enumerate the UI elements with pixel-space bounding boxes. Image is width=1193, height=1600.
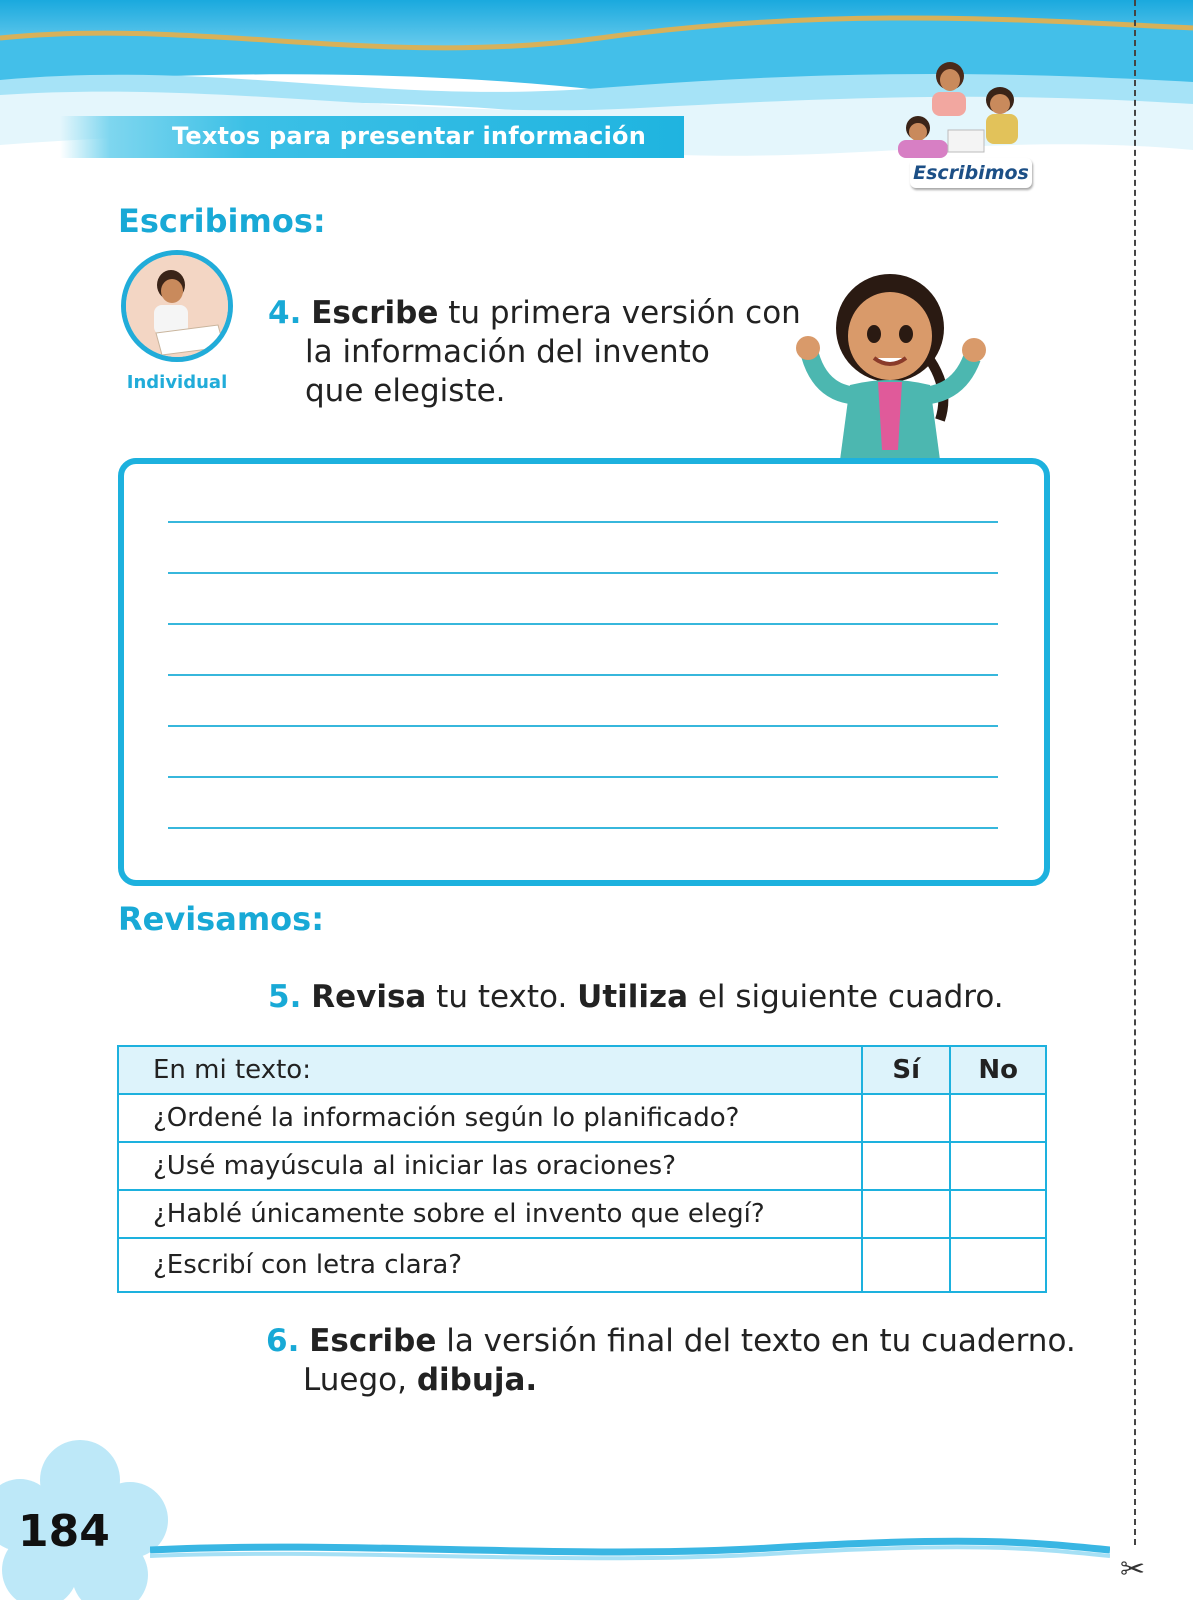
checkbox-si[interactable] [862,1190,950,1238]
item5-verb1: Revisa [311,979,427,1015]
instruction-4 [268,294,801,411]
checkbox-no[interactable] [950,1238,1046,1292]
checkbox-no[interactable] [950,1094,1046,1142]
writing-line [168,521,998,523]
item6-line1: la versión final del texto en tu cuaderno. [436,1323,1076,1359]
scissors-icon: ✂ [1120,1552,1146,1587]
item-number-4: 4. [268,295,302,331]
writing-line [168,776,998,778]
escribimos-heading: Escribimos: [118,202,326,240]
footer-wave-line [150,1536,1110,1564]
escribimos-logo [890,58,1050,198]
children-writing-illustration [890,58,1050,168]
table-header-row [118,1046,1046,1094]
revision-checklist-table [117,1045,1047,1293]
checkbox-si[interactable] [862,1142,950,1190]
checklist-question: ¿Escribí con letra clara? [118,1238,862,1292]
item6-line2-start: Luego, [303,1362,417,1398]
girl-illustration [790,270,990,460]
item4-line1: tu primera versión con [438,295,801,331]
page-number: 184 [18,1506,110,1557]
item4-verb: Escribe [311,295,439,331]
checkbox-si[interactable] [862,1238,950,1292]
instruction-6 [266,1322,1076,1400]
checklist-question: ¿Ordené la información según lo planificado? [118,1094,862,1142]
revisamos-heading: Revisamos: [118,900,324,938]
section-banner-title: Textos para presentar información [172,122,647,150]
writing-line [168,674,998,676]
cut-line [1134,0,1136,1545]
item6-verb: Escribe [309,1323,437,1359]
individual-badge-icon [121,250,233,362]
item5-verb2: Utiliza [577,979,688,1015]
writing-line [168,572,998,574]
writing-area[interactable] [118,458,1050,886]
item6-verb2: dibuja. [416,1362,538,1398]
checkbox-no[interactable] [950,1142,1046,1190]
checkbox-si[interactable] [862,1094,950,1142]
table-row [118,1094,1046,1142]
column-header-no: No [950,1046,1046,1094]
checklist-question: ¿Hablé únicamente sobre el invento que elegí? [118,1190,862,1238]
instruction-5 [268,978,1004,1017]
item5-mid: tu texto. [426,979,578,1015]
column-header-question: En mi texto: [118,1046,862,1094]
logo-label: Escribimos [910,158,1032,188]
section-banner [60,116,684,158]
checkbox-no[interactable] [950,1190,1046,1238]
item4-line3: que elegiste. [305,373,506,409]
item4-line2: la información del invento [305,334,710,370]
writing-line [168,623,998,625]
item-number-5: 5. [268,979,302,1015]
writing-line [168,827,998,829]
table-row [118,1142,1046,1190]
checklist-question: ¿Usé mayúscula al iniciar las oraciones? [118,1142,862,1190]
table-row [118,1190,1046,1238]
table-row [118,1238,1046,1292]
column-header-si: Sí [862,1046,950,1094]
writing-line [168,725,998,727]
item-number-6: 6. [266,1323,300,1359]
item5-rest: el siguiente cuadro. [688,979,1004,1015]
individual-label: Individual [126,372,228,393]
